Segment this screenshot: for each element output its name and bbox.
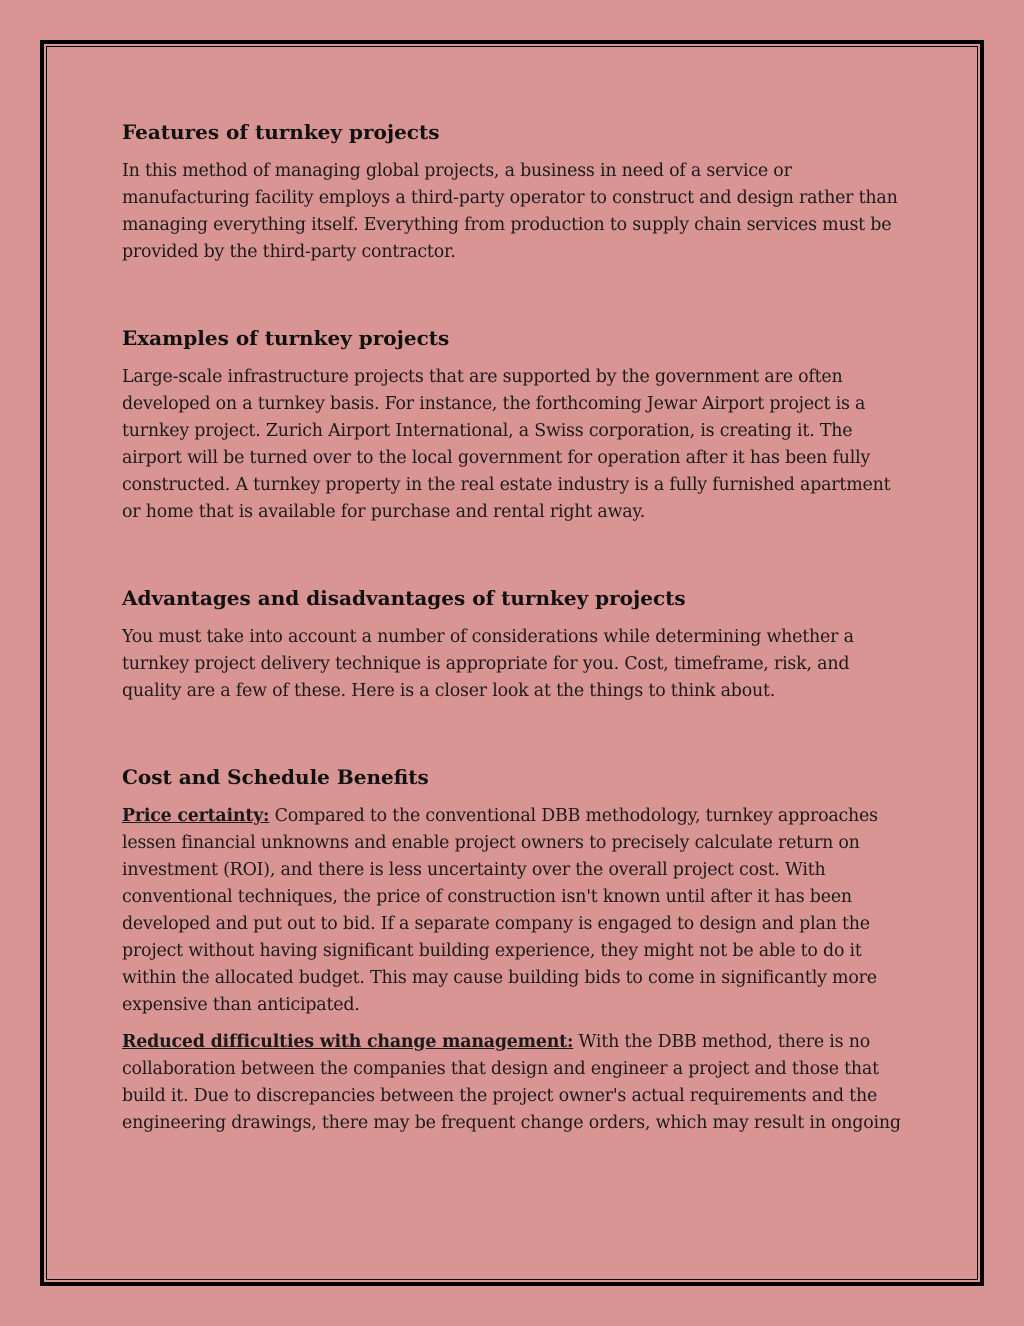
section-paragraph: In this method of managing global projects, a business in need of a service or manufacturing facility employs a third-party operator to construct and design rather than managing everything itself. Everything from production to supply chain services must be provided by the third-party contractor. — [122, 161, 898, 262]
benefit-paragraph-price-certainty — [122, 803, 907, 1019]
benefit-lead: Price certainty: — [122, 806, 270, 826]
benefit-paragraph-change-management — [122, 1029, 907, 1137]
section-examples — [122, 326, 907, 526]
section-features — [122, 120, 907, 266]
section-heading: Examples of turnkey projects — [122, 326, 450, 350]
benefit-text: With the DBB method, there is no collaboration between the companies that design and engineer a project and those that build it. Due to discrepancies between the project owner's actual requirements and the engineering drawings, there may be frequent change orders, which may result in ongoing — [122, 1032, 901, 1133]
section-heading: Cost and Schedule Benefits — [122, 765, 429, 789]
section-cost-schedule — [122, 765, 907, 1137]
section-advantages — [122, 586, 907, 705]
benefit-lead: Reduced difficulties with change management: — [122, 1032, 574, 1052]
document-body — [122, 120, 907, 1137]
benefit-text: Compared to the conventional DBB methodology, turnkey approaches lessen financial unknowns and enable project owners to precisely calculate return on investment (ROI), and there is less uncertainty over the overall project cost. With conventional techniques, the price of construction isn't known until after it has been developed and put out to bid. If a separate company is engaged to design and plan the project without having significant building experience, they might not be able to do it within the allocated budget. This may cause building bids to come in significantly more expensive than anticipated. — [122, 806, 878, 1015]
section-heading: Advantages and disadvantages of turnkey projects — [122, 586, 686, 610]
section-paragraph: Large-scale infrastructure projects that are supported by the government are often developed on a turnkey basis. For instance, the forthcoming Jewar Airport project is a turnkey project. Zurich Airport International, a Swiss corporation, is creating it. The airport will be turned over to the local government for operation after it has been fully constructed. A turnkey property in the real estate industry is a fully furnished apartment or home that is available for purchase and rental right away. — [122, 367, 891, 522]
section-heading: Features of turnkey projects — [122, 120, 440, 144]
section-paragraph: You must take into account a number of considerations while determining whether a turnkey project delivery technique is appropriate for you. Cost, timeframe, risk, and quality are a few of these. Here is a closer look at the things to think about. — [122, 627, 854, 701]
